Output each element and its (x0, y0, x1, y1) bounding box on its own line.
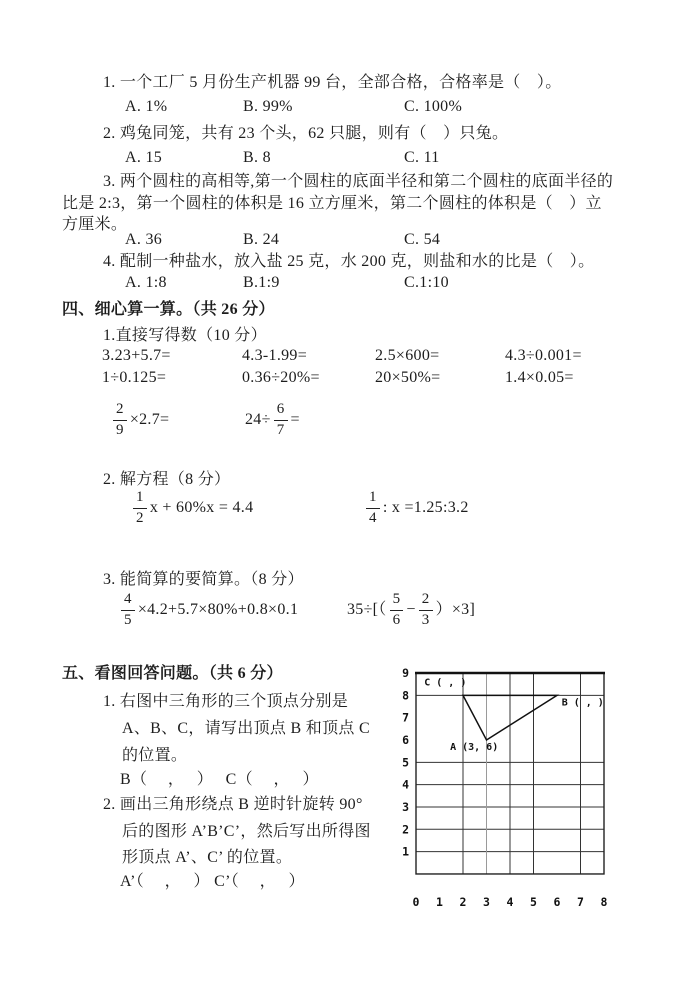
option-a: A. 15 (125, 149, 163, 166)
x-axis-tick-label: 7 (577, 894, 584, 909)
simplify-expression-1 (118, 592, 298, 629)
x-axis-tick-label: 8 (600, 894, 608, 909)
equation-text: x + 60%x = 4.4 (149, 499, 254, 517)
question-3-options (125, 230, 440, 250)
y-axis-tick-label: 5 (402, 755, 409, 770)
option-c: C. 100% (404, 98, 463, 115)
equation-2 (363, 490, 469, 527)
section-5-heading: 五、看图回答问题。（共 6 分） (62, 665, 283, 682)
section-5-q1-answer-blanks: B（ ， ） C（ ， ） (120, 771, 319, 788)
question-1-text: 1. 一个工厂 5 月份生产机器 99 台，全部合格，合格率是（ ）。 (103, 74, 562, 91)
calc-item: 1÷0.125= (102, 369, 167, 386)
fraction (366, 490, 380, 527)
expression-text: ×2.7= (129, 411, 170, 429)
fraction (419, 592, 433, 629)
calc-item: 3.23+5.7= (102, 347, 171, 364)
equation-1 (130, 490, 253, 527)
x-axis-tick-label: 6 (553, 894, 561, 909)
vertex-label: C ( , ) (424, 677, 467, 689)
y-axis-tick-label: 8 (402, 688, 409, 703)
fraction-denominator: 3 (421, 611, 430, 628)
option-c: C. 54 (404, 231, 441, 248)
fraction-numerator: 1 (366, 490, 380, 509)
calc-row-1 (102, 346, 582, 366)
calc-item: 0.36÷20%= (242, 369, 320, 386)
x-axis-tick-label: 3 (483, 894, 490, 909)
question-4-text: 4. 配制一种盐水，放入盐 25 克，水 200 克，则盐和水的比是（ ）。 (103, 253, 595, 270)
expression-text: = (290, 411, 300, 429)
x-axis-tick-label: 5 (530, 894, 537, 909)
fraction (121, 592, 135, 629)
option-a: A. 36 (125, 231, 163, 248)
calc-item: 1.4×0.05= (505, 369, 574, 386)
expression-text: 35÷[（ (347, 601, 387, 619)
section-4-item-3-title: 3. 能简算的要简算。（8 分） (103, 571, 304, 588)
x-axis-tick-label: 0 (412, 894, 420, 909)
question-2-options (125, 148, 440, 168)
section-5-q2-line3: 形顶点 A’、C’ 的位置。 (122, 849, 293, 866)
fraction-denominator: 6 (392, 611, 401, 628)
fraction-numerator: 4 (121, 592, 135, 611)
section-5-q1-line1: 1. 右图中三角形的三个顶点分别是 (103, 693, 349, 710)
calc-item: 4.3-1.99= (242, 347, 308, 364)
fraction-denominator: 2 (136, 509, 144, 526)
fraction-numerator: 6 (274, 402, 288, 421)
x-axis-tick-label: 2 (459, 894, 467, 909)
fraction-denominator: 9 (116, 421, 124, 438)
option-c: C. 11 (404, 149, 440, 166)
section-4-item-2-title: 2. 解方程（8 分） (103, 471, 231, 488)
fraction-denominator: 4 (369, 509, 377, 526)
question-3-text-line2: 比是 2:3，第一个圆柱的体积是 16 立方厘米，第二个圆柱的体积是（ ）立 (62, 195, 602, 212)
option-b: B. 24 (243, 231, 280, 248)
question-3-text-line1: 3. 两个圆柱的高相等,第一个圆柱的底面半径和第二个圆柱的底面半径的 (103, 173, 614, 190)
section-4-item-1-title: 1.直接写得数（10 分） (103, 327, 267, 344)
section-5-q2-line2: 后的图形 A’B’C’，然后写出所得图 (122, 823, 371, 840)
question-4-options (125, 273, 449, 293)
y-axis-tick-label: 3 (402, 799, 409, 814)
calc-fraction-item-2 (245, 402, 300, 439)
grid-svg (393, 663, 690, 915)
coordinate-grid (393, 663, 690, 915)
fraction (133, 490, 147, 527)
vertex-label: A (3, 6) (450, 742, 499, 754)
y-axis-tick-label: 6 (402, 732, 409, 747)
x-axis-tick-label: 1 (436, 894, 443, 909)
fraction-numerator: 2 (419, 592, 433, 611)
y-axis-tick-label: 9 (402, 666, 409, 680)
section-5-q1-line2: A、B、C，请写出顶点 B 和顶点 C (122, 720, 370, 737)
option-a: A. 1% (125, 98, 168, 115)
fraction (274, 402, 288, 439)
fraction (390, 592, 404, 629)
fraction-numerator: 2 (113, 402, 127, 421)
calc-item: 2.5×600= (375, 347, 440, 364)
calc-row-2 (102, 368, 574, 388)
calc-fraction-item-1 (110, 402, 169, 439)
expression-text: 24÷ (245, 411, 271, 429)
calc-item: 20×50%= (375, 369, 441, 386)
option-c: C.1:10 (404, 274, 449, 291)
question-2-text: 2. 鸡兔同笼，共有 23 个头，62 只腿，则有（ ）只兔。 (103, 125, 509, 142)
y-axis-tick-label: 1 (402, 844, 409, 859)
simplify-expression-2 (347, 592, 475, 629)
option-b: B. 99% (243, 98, 293, 115)
expression-text: ×4.2+5.7×80%+0.8×0.1 (137, 601, 299, 619)
vertex-label: B ( , ) (561, 697, 604, 709)
y-axis-tick-label: 7 (402, 710, 409, 725)
fraction-denominator: 5 (124, 611, 132, 628)
option-a: A. 1:8 (125, 274, 167, 291)
option-b: B. 8 (243, 149, 271, 166)
fraction-numerator: 5 (390, 592, 404, 611)
question-3-text-line3: 方厘米。 (62, 216, 128, 233)
calc-item: 4.3÷0.001= (505, 347, 582, 364)
section-5-q1-line3: 的位置。 (122, 747, 188, 764)
section-5-q2-answer-blanks: A’（ ， ） C’（ ， ） (120, 873, 305, 890)
expression-text: ）×3] (435, 601, 476, 619)
section-5-q2-line1: 2. 画出三角形绕点 B 逆时针旋转 90° (103, 796, 363, 813)
question-1-options (125, 97, 462, 117)
fraction-numerator: 1 (133, 490, 147, 509)
expression-text: − (406, 601, 416, 619)
y-axis-tick-label: 4 (402, 777, 409, 792)
x-axis-tick-label: 4 (506, 894, 514, 909)
section-4-heading: 四、细心算一算。（共 26 分） (62, 301, 275, 318)
fraction (113, 402, 127, 439)
y-axis-tick-label: 2 (402, 822, 409, 837)
fraction-denominator: 7 (276, 421, 285, 438)
equation-text: : x =1.25:3.2 (382, 499, 469, 517)
option-b: B.1:9 (243, 274, 280, 291)
